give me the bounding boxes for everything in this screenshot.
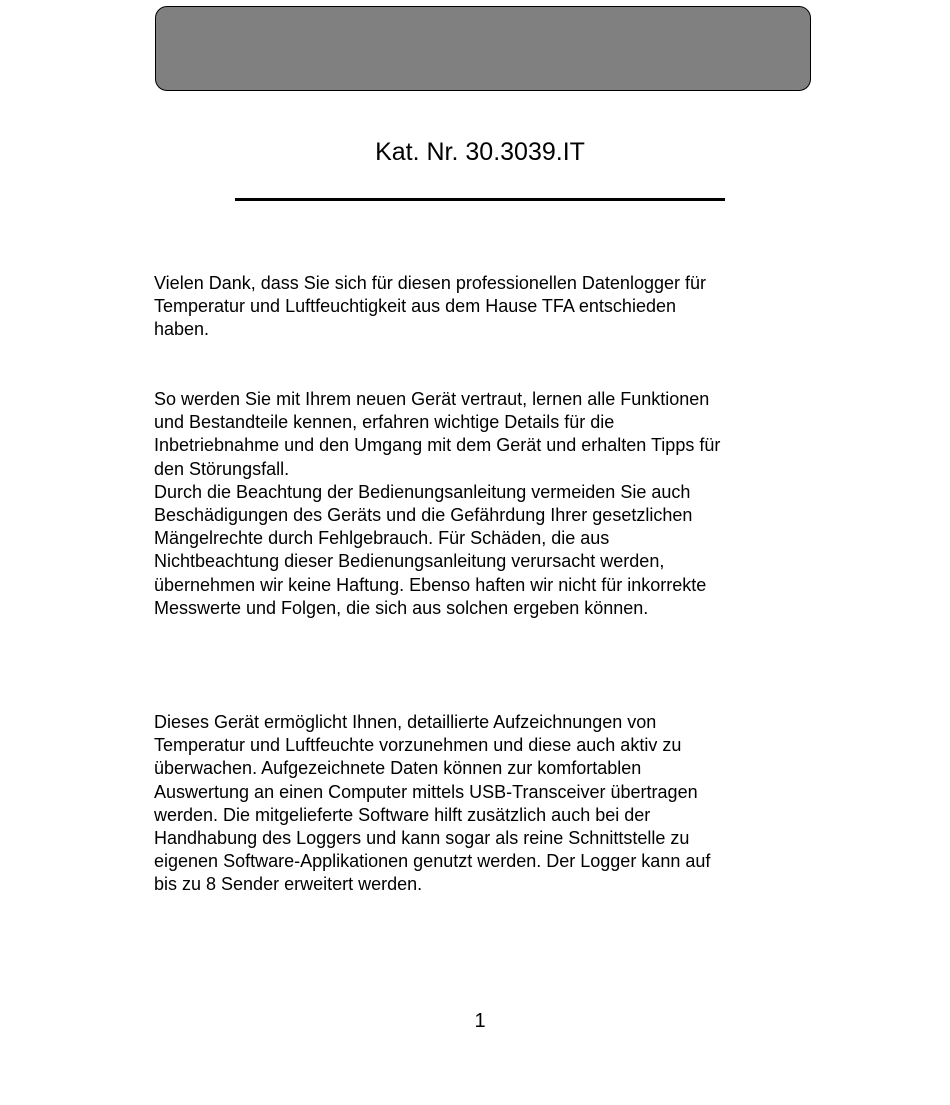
intro-line: Vielen Dank, dass Sie sich für diesen professionellen Datenlogger für — [154, 273, 706, 293]
device-line: Handhabung des Loggers und kann sogar als reine Schnittstelle zu — [154, 828, 690, 849]
page-number: 1 — [474, 1010, 486, 1032]
guide-line: Inbetriebnahme und den Umgang mit dem Gerät und erhalten Tipps für — [154, 435, 721, 456]
guide-line: übernehmen wir keine Haftung. Ebenso haften wir nicht für inkorrekte — [154, 574, 707, 595]
catalog-number: Kat. Nr. 30.3039.IT — [375, 138, 585, 166]
guide-line: Mängelrechte durch Fehlgebrauch. Für Schäden, die aus — [154, 528, 610, 549]
device-line: Temperatur und Luftfeuchte vorzunehmen und diese auch aktiv zu — [154, 735, 682, 756]
guide-line: Durch die Beachtung der Bedienungsanleitung vermeiden Sie auch — [154, 481, 691, 502]
guide-line: Messwerte und Folgen, die sich aus solchen ergeben können. — [154, 597, 649, 618]
guide-line: den Störungsfall. — [154, 458, 290, 479]
device-line: Auswertung an einen Computer mittels USB-Transceiver übertragen — [154, 781, 698, 802]
guide-line: So werden Sie mit Ihrem neuen Gerät vertraut, lernen alle Funktionen — [154, 389, 710, 409]
device-line: überwachen. Aufgezeichnete Daten können zur komfortablen — [154, 758, 642, 779]
device-line: bis zu 8 Sender erweitert werden. — [154, 874, 423, 895]
device-line: Dieses Gerät ermöglicht Ihnen, detaillierte Aufzeichnungen von — [154, 712, 657, 732]
guide-line: Nichtbeachtung dieser Bedienungsanleitung verursacht werden, — [154, 551, 665, 572]
guide-line: Beschädigungen des Geräts und die Gefährdung Ihrer gesetzlichen — [154, 505, 693, 526]
device-paragraph — [154, 711, 814, 897]
device-line: werden. Die mitgelieferte Software hilft zusätzlich auch bei der — [154, 804, 651, 825]
intro-line: haben. — [154, 319, 210, 340]
header-banner — [155, 6, 811, 91]
intro-line: Temperatur und Luftfeuchtigkeit aus dem Hause TFA entschieden — [154, 296, 676, 317]
guide-paragraph — [154, 388, 814, 620]
intro-paragraph — [154, 272, 814, 342]
guide-line: und Bestandteile kennen, erfahren wichtige Details für die — [154, 412, 615, 433]
title-divider — [235, 198, 725, 201]
device-line: eigenen Software-Applikationen genutzt werden. Der Logger kann auf — [154, 851, 711, 872]
